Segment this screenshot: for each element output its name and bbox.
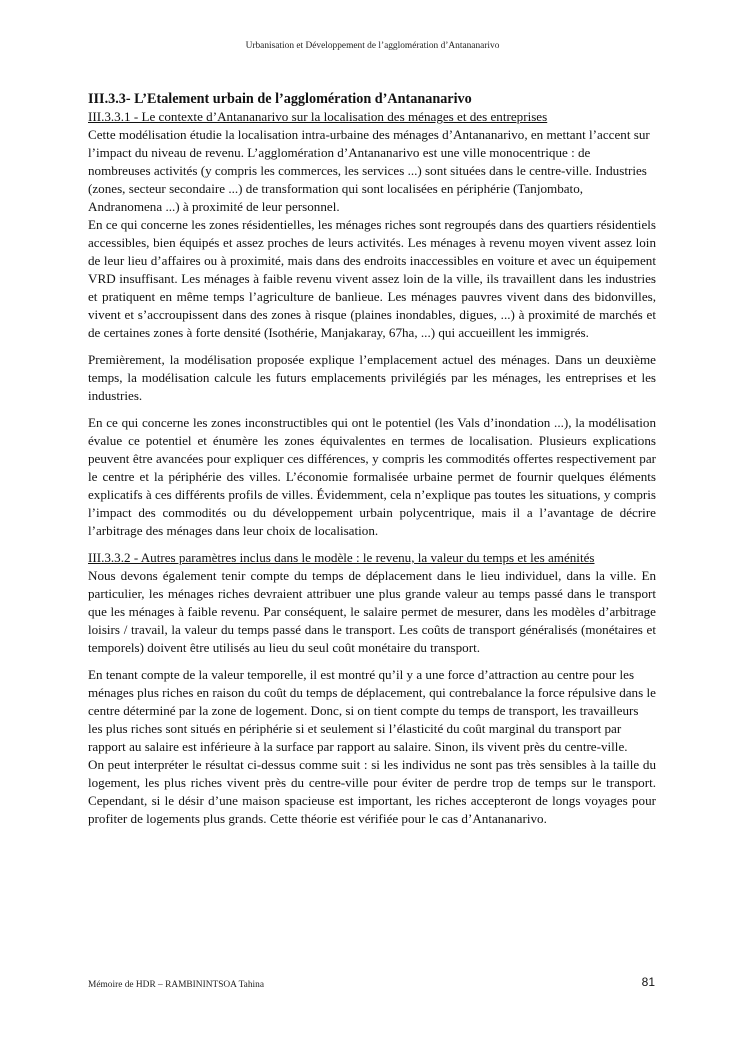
subsection-title-context: III.3.3.1 - Le contexte d’Antananarivo sur la localisation des ménages et des entreprises	[88, 109, 548, 124]
paragraph-residential-zones: En ce qui concerne les zones résidentielles, les ménages riches sont regroupés dans des quartiers résidentiels accessibles, bien équipés et assez proches de leurs activités. Les ménages à revenu moyen vivent assez loin de leur lieu d’affaires ou à proximité, mais dans des endroits inaccessibles en voiture et avec un équipement VRD insuffisant. Les ménages à faible revenu vivent assez loin de la ville, ils travaillent dans les industries et pratiquent en même temps l’agriculture de banlieue. Les ménages pauvres vivent dans des bidonvilles, vivent et s’accroupissent dans des zones à risque (plaines inondables, digues, ...) à proximité de marchés et de certaines zones à forte densité (Isothérie, Manjakaray, 67ha, ...) qui accueillent les immigrés.	[88, 217, 656, 340]
section-title: III.3.3- L’Etalement urbain de l’agglomération d’Antananarivo	[88, 91, 472, 107]
paragraph-travel-time: Nous devons également tenir compte du temps de déplacement dans le lieu individuel, dans la ville. En particulier, les ménages riches devraient attribuer une plus grande valeur au temps passé dans le transport que les ménages à faible revenu. Par conséquent, le salaire permet de mesurer, dans les modèles d’arbitrage loisirs / travail, la valeur du temps passé dans le transport. Les coûts de transport généralisés (monétaires et temporels) doivent être utilisés au lieu du seul coût monétaire du transport.	[88, 568, 656, 655]
running-footer: Mémoire de HDR – RAMBININTSOA Tahina	[88, 980, 264, 990]
paragraph-temporal-value: En tenant compte de la valeur temporelle, il est montré qu’il y a une force d’attraction au centre pour les ménages plus riches en raison du coût du temps de déplacement, qui contrebalance la force répulsive dans le centre déterminé par la zone de logement. Donc, si on tient compte du temps de transport, les travailleurs les plus riches sont situés en périphérie si et seulement si l’élasticité du coût marginal du transport par rapport au salaire est inférieure à la surface par rapport au salaire. Sinon, ils vivent près du centre-ville.	[88, 667, 656, 754]
page-number: 81	[641, 975, 655, 989]
paragraph-interpretation: On peut interpréter le résultat ci-dessus comme suit : si les individus ne sont pas très sensibles à la taille du logement, les plus riches vivent près du centre-ville pour éviter de perdre trop de temps sur le transport. Cependant, si le désir d’une maison spacieuse est important, les riches accepteront de longs voyages pour profiter de logements plus grands. Cette théorie est vérifiée pour le cas d’Antananarivo.	[88, 757, 656, 826]
page-body	[88, 90, 656, 828]
paragraph-modelisation: Premièrement, la modélisation proposée explique l’emplacement actuel des ménages. Dans un deuxième temps, la modélisation calcule les futurs emplacements privilégiés par les ménages, les entreprises et les industries.	[88, 352, 656, 403]
subsection-title-parameters: III.3.3.2 - Autres paramètres inclus dans le modèle : le revenu, la valeur du temps et les aménités	[88, 550, 595, 565]
paragraph-unbuildable-zones: En ce qui concerne les zones inconstructibles qui ont le potentiel (les Vals d’inondation ...), la modélisation évalue ce potentiel et énumère les zones équivalentes en termes de localisation. Plusieurs explications peuvent être avancées pour expliquer ces différences, y compris les commodités offertes respectivement par le centre et la périphérie des villes. L’économie formalisée urbaine permet de fournir quelques éléments explicatifs à ces différents profils de villes. Évidemment, cela n’explique pas toutes les situations, y compris l’impact des commodités ou du développement urbain polycentrique, mais il a l’avantage de décrire l’arbitrage des ménages dans leur choix de localisation.	[88, 415, 656, 538]
paragraph-context-intro: Cette modélisation étudie la localisation intra-urbaine des ménages d’Antananarivo, en mettant l’accent sur l’impact du niveau de revenu. L’agglomération d’Antananarivo est une ville monocentrique : de nombreuses activités (y compris les commerces, les services ...) sont situées dans le centre-ville. Industries (zones, secteur secondaire ...) de transformation qui sont localisées en périphérie (Tanjombato, Andranomena ...) à proximité de leur personnel.	[88, 127, 650, 214]
running-header: Urbanisation et Développement de l’agglomération d’Antananarivo	[245, 41, 500, 51]
